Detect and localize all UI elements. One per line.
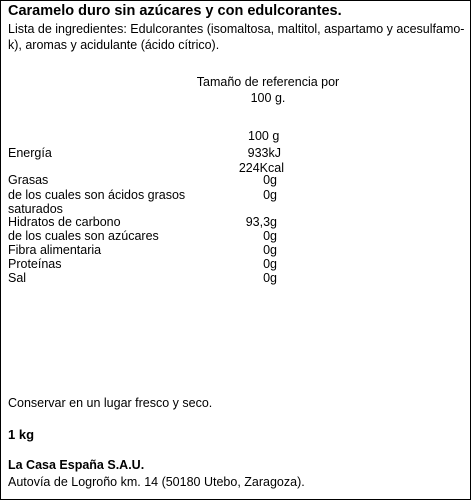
reference-size-line2: 100 g.: [250, 91, 286, 105]
reference-size-line1: Tamaño de referencia por: [196, 75, 340, 89]
company-name: La Casa España S.A.U.: [8, 458, 145, 472]
fibre-value: 0g: [263, 243, 277, 257]
protein-label: Proteínas: [8, 257, 62, 271]
fibre-label: Fibra alimentaria: [8, 243, 102, 257]
energy-kcal-value: 224Kcal: [238, 161, 284, 175]
storage-instructions: Conservar en un lugar fresco y seco.: [8, 396, 213, 410]
company-address: Autovía de Logroño km. 14 (50180 Utebo, Zaragoza).: [8, 475, 305, 489]
salt-label: Sal: [8, 271, 27, 285]
carbs-value: 93,3g: [245, 215, 277, 229]
saturated-value: 0g: [263, 188, 277, 202]
product-title: Caramelo duro sin azúcares y con edulcorantes.: [8, 3, 342, 19]
fats-value: 0g: [263, 173, 277, 187]
saturated-label-line1: de los cuales son ácidos grasos: [8, 188, 186, 202]
saturated-label-line2: saturados: [8, 202, 63, 216]
nutrition-column-header: 100 g: [248, 129, 280, 143]
energy-kj-value: 933kJ: [247, 146, 281, 160]
sugars-value: 0g: [263, 229, 277, 243]
carbs-label: Hidratos de carbono: [8, 215, 121, 229]
sugars-label: de los cuales son azúcares: [8, 229, 159, 243]
salt-value: 0g: [263, 271, 277, 285]
energy-label: Energía: [8, 146, 52, 160]
ingredients-list: Lista de ingredientes: Edulcorantes (isomaltosa, maltitol, aspartamo y acesulfamo-k), aromas y acidulante (ácido cítrico).: [8, 22, 465, 52]
fats-label: Grasas: [8, 173, 49, 187]
protein-value: 0g: [263, 257, 277, 271]
net-weight: 1 kg: [8, 427, 35, 442]
reference-size: [193, 74, 343, 106]
